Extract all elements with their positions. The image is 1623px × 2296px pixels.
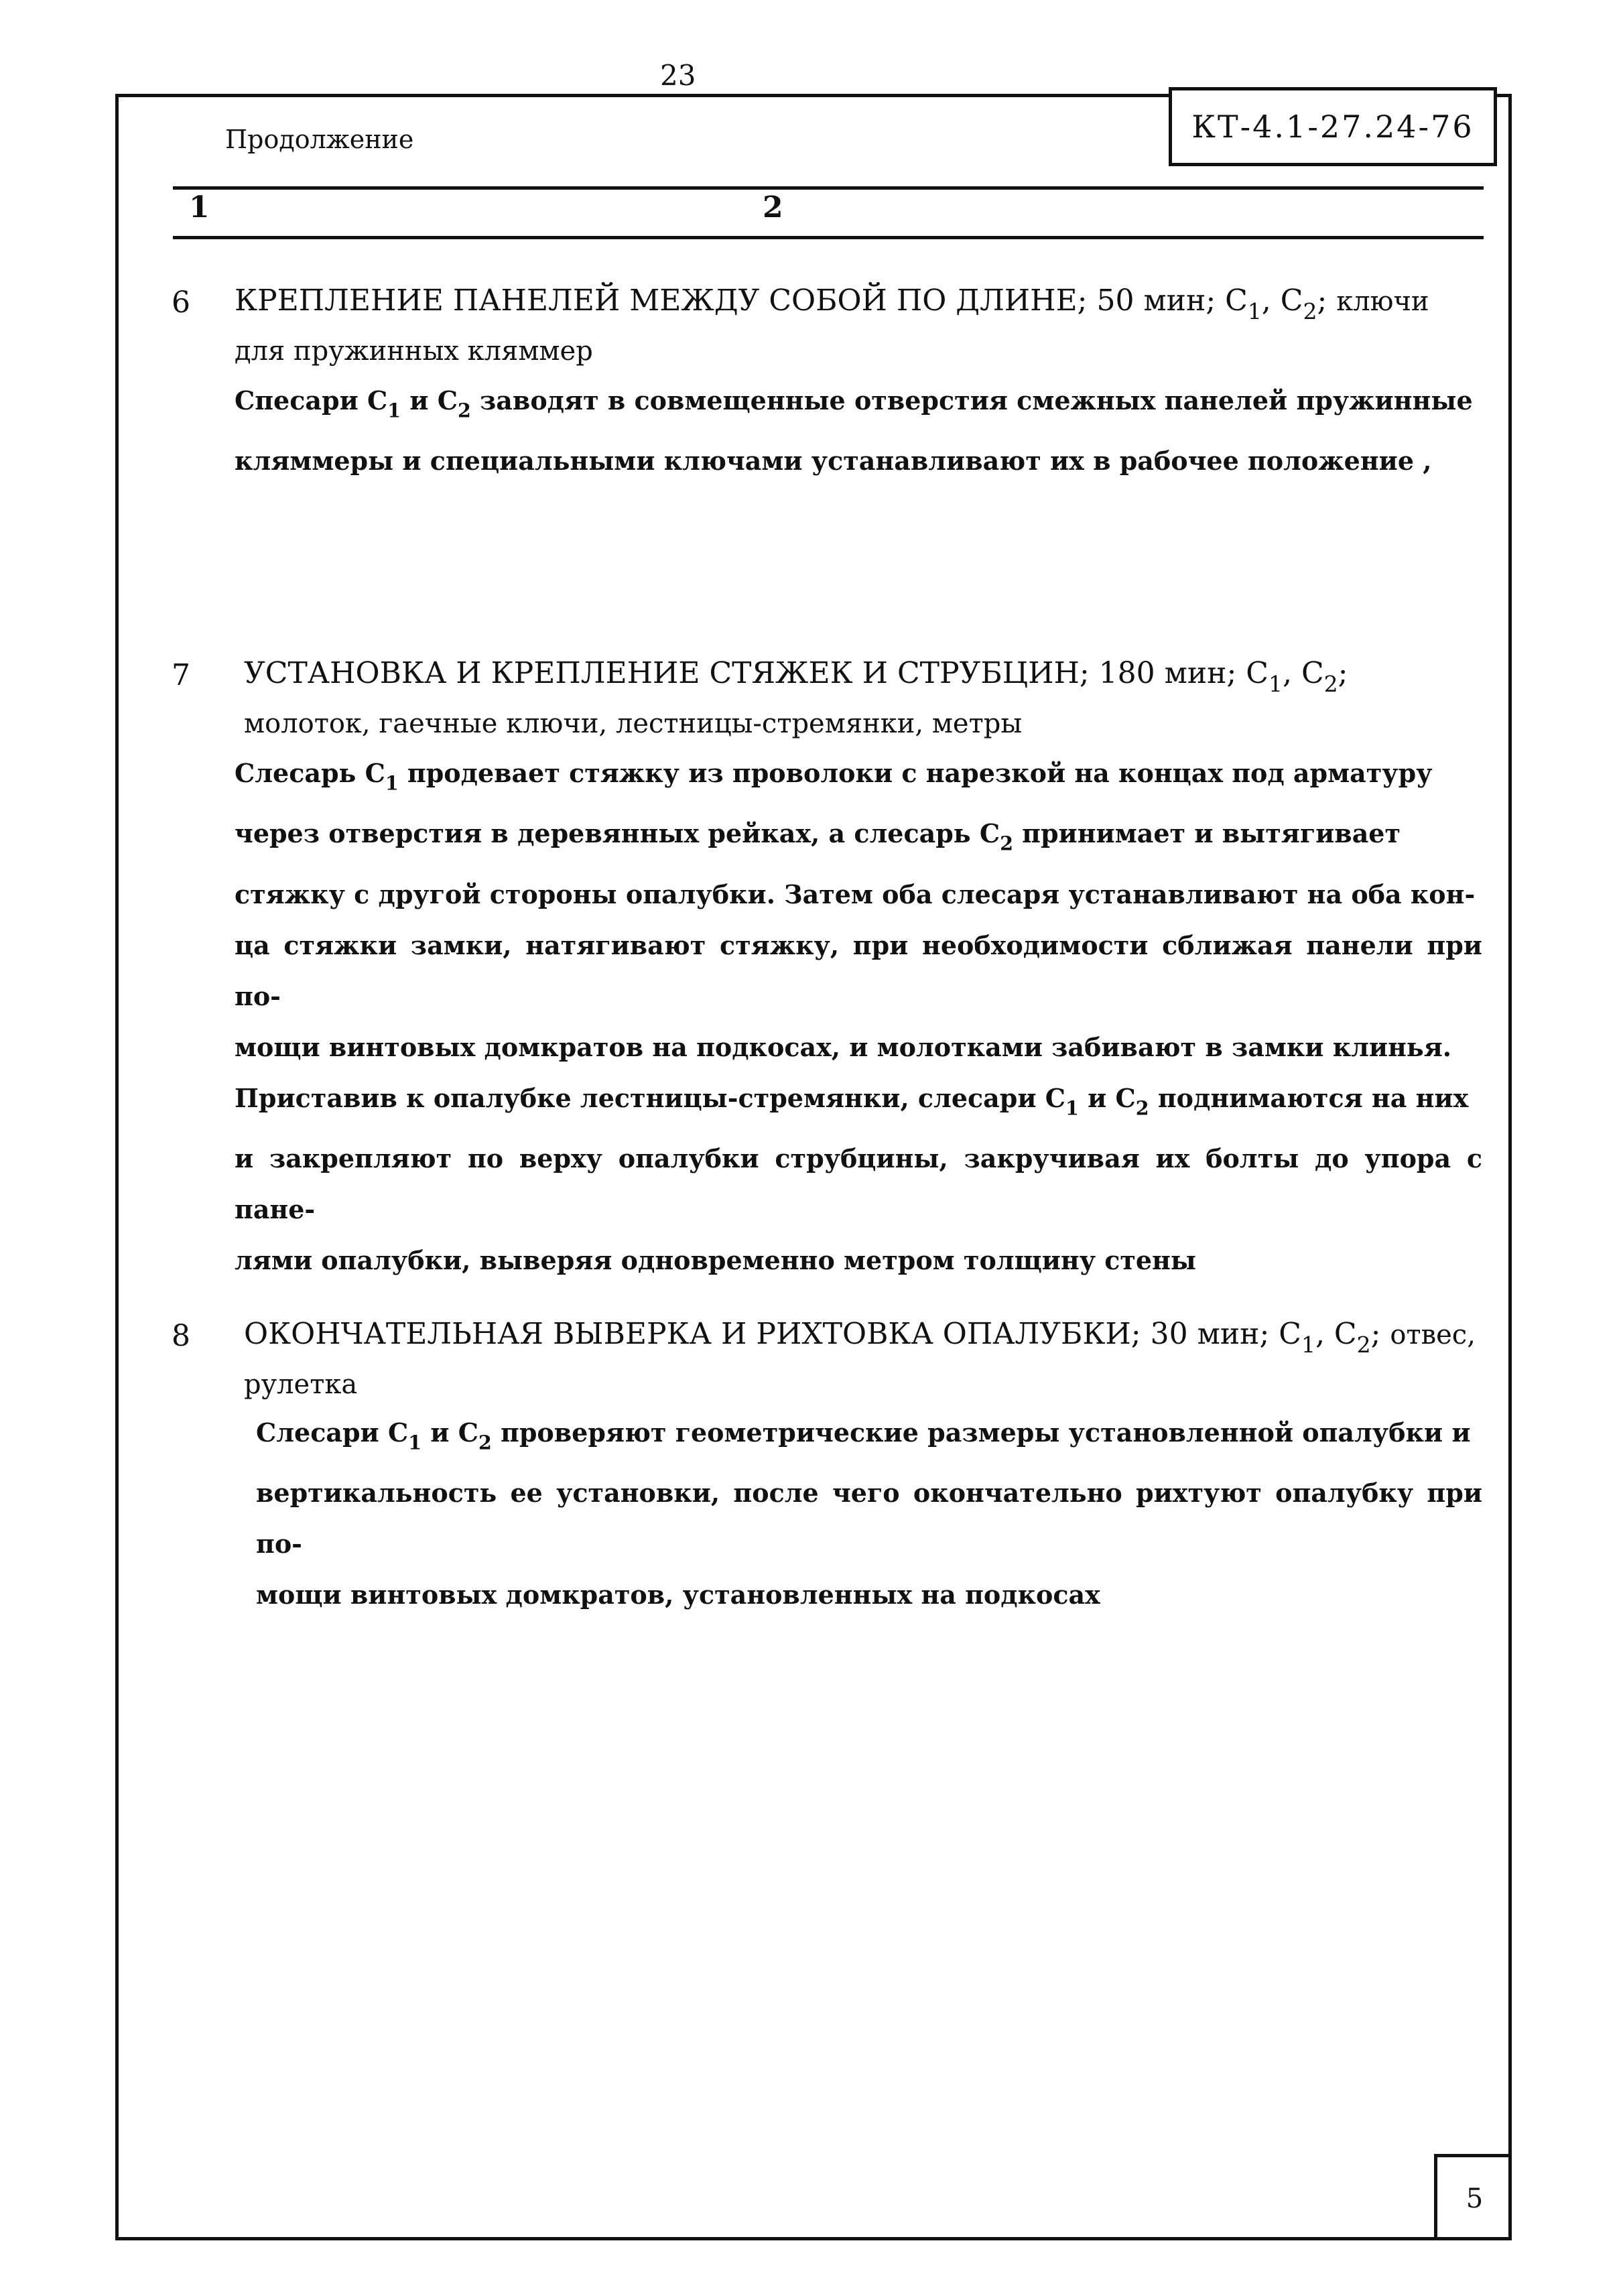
operation-title-text: ОКОНЧАТЕЛЬНАЯ ВЫВЕРКА И РИХТОВКА ОПАЛУБКИ; 30 мин; С [244,1317,1301,1351]
desc-line: Слесарь $С_1$ продевает стяжку из проволоки с нарезкой на концах под арматуру [235,758,1433,795]
desc-line: через отверстия в деревянных рейках, а слесарь $С_2$ принимает и вытягивает [235,818,1401,855]
operation-number: 8 [172,1319,190,1353]
operation-tools: молоток, гаечные ключи, лестницы-стремянки, метры [244,708,1023,740]
operation-description [256,1407,1482,1620]
operation-tools: ключи для пружинных кляммер [235,286,1429,367]
desc-line: Приставив к опалубке лестницы-стремянки, слесари $С_1$ и $С_2$ поднимаются на них [235,1082,1469,1120]
desc-line: и закрепляют по верху опалубки струбцины, закручивая их болты до упора с пане- [235,1143,1482,1225]
header-label: Продолжение [225,125,414,154]
column-2-heading: 2 [763,190,783,225]
operation-title: КРЕПЛЕНИЕ ПАНЕЛЕЙ МЕЖДУ СОБОЙ ПО ДЛИНЕ; 50 мин; $С_1$, $С_2$; ключи для пружинных кляммер [235,283,1429,367]
desc-line: стяжку с другой стороны опалубки. Затем оба слесаря устанавливают на оба кон- [235,879,1476,909]
page-number: 23 [660,59,696,92]
header-rule-top [173,186,1484,190]
desc-line: вертикальность ее установки, после чего окончательно рихтуют опалубку при по- [256,1478,1482,1559]
operation-title-text: УСТАНОВКА И КРЕПЛЕНИЕ СТЯЖЕК И СТРУБЦИН; 180 мин; С [244,656,1269,690]
operation-description [235,748,1482,1286]
desc-line: кляммеры и специальными ключами устанавливают их в рабочее положение , [235,446,1432,476]
operation-number: 6 [172,285,190,320]
document-code: КТ-4.1-27.24-76 [1169,87,1497,166]
desc-line: Спесари $С_1$ и $С_2$ заводят в совмещенные отверстия смежных панелей пружинные [235,385,1473,422]
desc-line: ца стяжки замки, натягивают стяжку, при необходимости сближая панели при по- [235,930,1482,1011]
desc-line: мощи винтовых домкратов на подкосах, и молотками забивают в замки клинья. [235,1031,1452,1062]
operation-description [235,375,1482,487]
desc-line: Слесари $С_1$ и $С_2$ проверяют геометрические размеры установленной опалубки и [256,1417,1471,1454]
column-1-heading: 1 [189,190,210,225]
sheet-number: 5 [1434,2154,1512,2240]
operation-title: ОКОНЧАТЕЛЬНАЯ ВЫВЕРКА И РИХТОВКА ОПАЛУБКИ; 30 мин; $С_1$, $С_2$; отвес, рулетка [244,1317,1476,1401]
operation-number: 7 [172,658,190,692]
operation-title: УСТАНОВКА И КРЕПЛЕНИЕ СТЯЖЕК И СТРУБЦИН; 180 мин; $С_1$, $С_2$; молоток, гаечные ключи, лестницы-стремянки, метры [244,656,1348,740]
operation-tools: отвес, рулетка [244,1320,1476,1401]
desc-line: мощи винтовых домкратов, установленных на подкосах [256,1580,1100,1610]
desc-line: лями опалубки, выверяя одновременно метром толщину стены [235,1245,1197,1276]
header-rule-bottom [173,236,1484,239]
operation-title-text: КРЕПЛЕНИЕ ПАНЕЛЕЙ МЕЖДУ СОБОЙ ПО ДЛИНЕ; 50 мин; С [235,283,1248,318]
